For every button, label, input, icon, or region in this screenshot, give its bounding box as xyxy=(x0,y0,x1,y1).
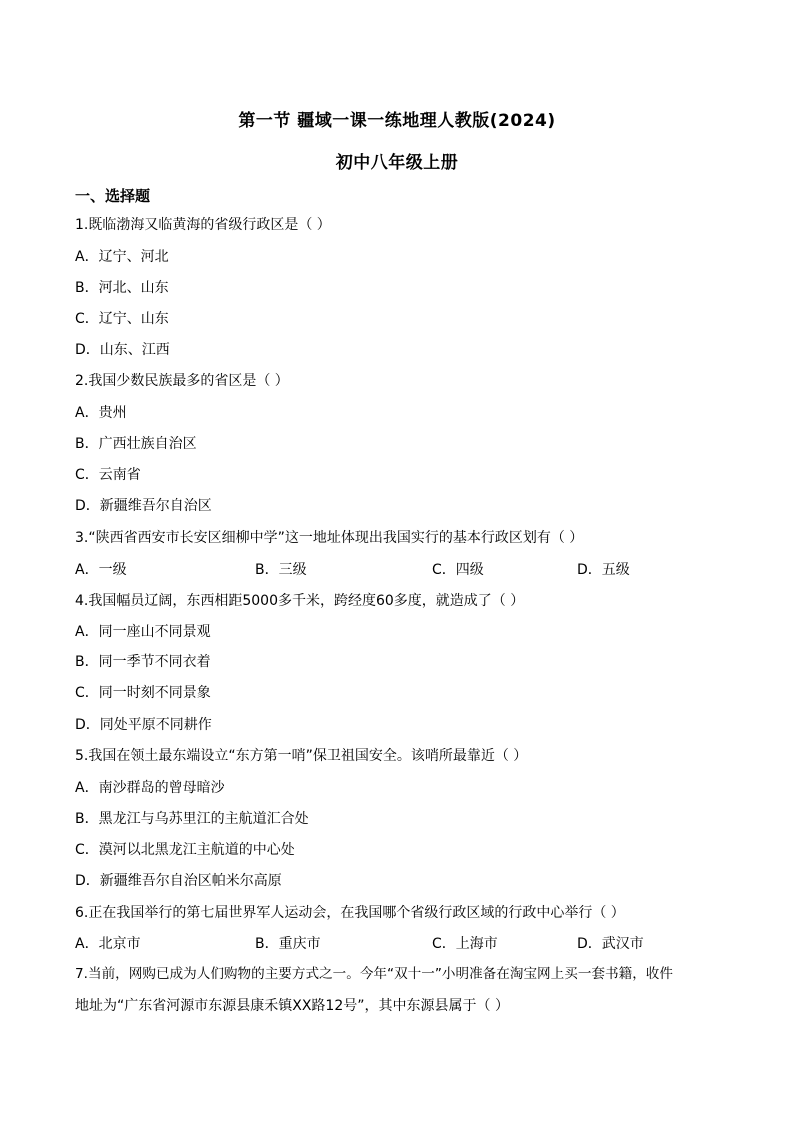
question-1-option-a: A．辽宁、河北 xyxy=(75,249,169,265)
question-1-stem: 1.既临渤海又临黄海的省级行政区是（ ） xyxy=(75,217,331,233)
question-2-option-c: C．云南省 xyxy=(75,467,141,483)
question-4-option-c: C．同一时刻不同景象 xyxy=(75,685,211,701)
question-3-option-c: C．四级 xyxy=(432,562,484,578)
question-6-stem: 6.正在我国举行的第七届世界军人运动会，在我国哪个省级行政区域的行政中心举行（ ） xyxy=(75,905,625,921)
question-6-option-d: D．武汉市 xyxy=(577,936,644,952)
question-2-option-d: D．新疆维吾尔自治区 xyxy=(75,498,212,514)
question-6-option-b: B．重庆市 xyxy=(255,936,321,952)
question-5-stem: 5.我国在领土最东端设立“东方第一哨”保卫祖国安全。该哨所最靠近（ ） xyxy=(75,748,528,764)
document-subtitle: 初中八年级上册 xyxy=(335,153,459,173)
question-3-stem: 3.“陕西省西安市长安区细柳中学”这一地址体现出我国实行的基本行政区划有（ ） xyxy=(75,530,584,546)
question-5-option-c: C．漠河以北黑龙江主航道的中心处 xyxy=(75,842,295,858)
question-3-option-d: D．五级 xyxy=(577,562,630,578)
document-title: 第一节 疆域一课一练地理人教版(2024) xyxy=(238,111,556,131)
question-4-stem: 4.我国幅员辽阔，东西相距5000多千米，跨经度60多度，就造成了（ ） xyxy=(75,593,525,609)
question-2-stem: 2.我国少数民族最多的省区是（ ） xyxy=(75,373,289,389)
question-2-option-a: A．贵州 xyxy=(75,405,127,421)
question-1-option-c: C．辽宁、山东 xyxy=(75,311,169,327)
question-4-option-a: A．同一座山不同景观 xyxy=(75,624,211,640)
question-5-option-a: A．南沙群岛的曾母暗沙 xyxy=(75,780,225,796)
question-5-option-b: B．黑龙江与乌苏里江的主航道汇合处 xyxy=(75,811,309,827)
question-6-option-c: C．上海市 xyxy=(432,936,498,952)
question-4-option-d: D．同处平原不同耕作 xyxy=(75,717,212,733)
question-3-option-a: A．一级 xyxy=(75,562,127,578)
question-5-option-d: D．新疆维吾尔自治区帕米尔高原 xyxy=(75,873,282,889)
question-7-stem-line2: 地址为“广东省河源市东源县康禾镇XX路12号”，其中东源县属于（ ） xyxy=(75,998,509,1014)
question-1-option-d: D．山东、江西 xyxy=(75,342,170,358)
question-6-option-a: A．北京市 xyxy=(75,936,141,952)
question-2-option-b: B．广西壮族自治区 xyxy=(75,436,197,452)
section-heading: 一、选择题 xyxy=(75,187,151,205)
question-3-option-b: B．三级 xyxy=(255,562,307,578)
question-1-option-b: B．河北、山东 xyxy=(75,280,169,296)
question-7-stem-line1: 7.当前，网购已成为人们购物的主要方式之一。今年“双十一”小明准备在淘宝网上买一套书籍，收件 xyxy=(75,966,673,982)
question-4-option-b: B．同一季节不同衣着 xyxy=(75,654,211,670)
